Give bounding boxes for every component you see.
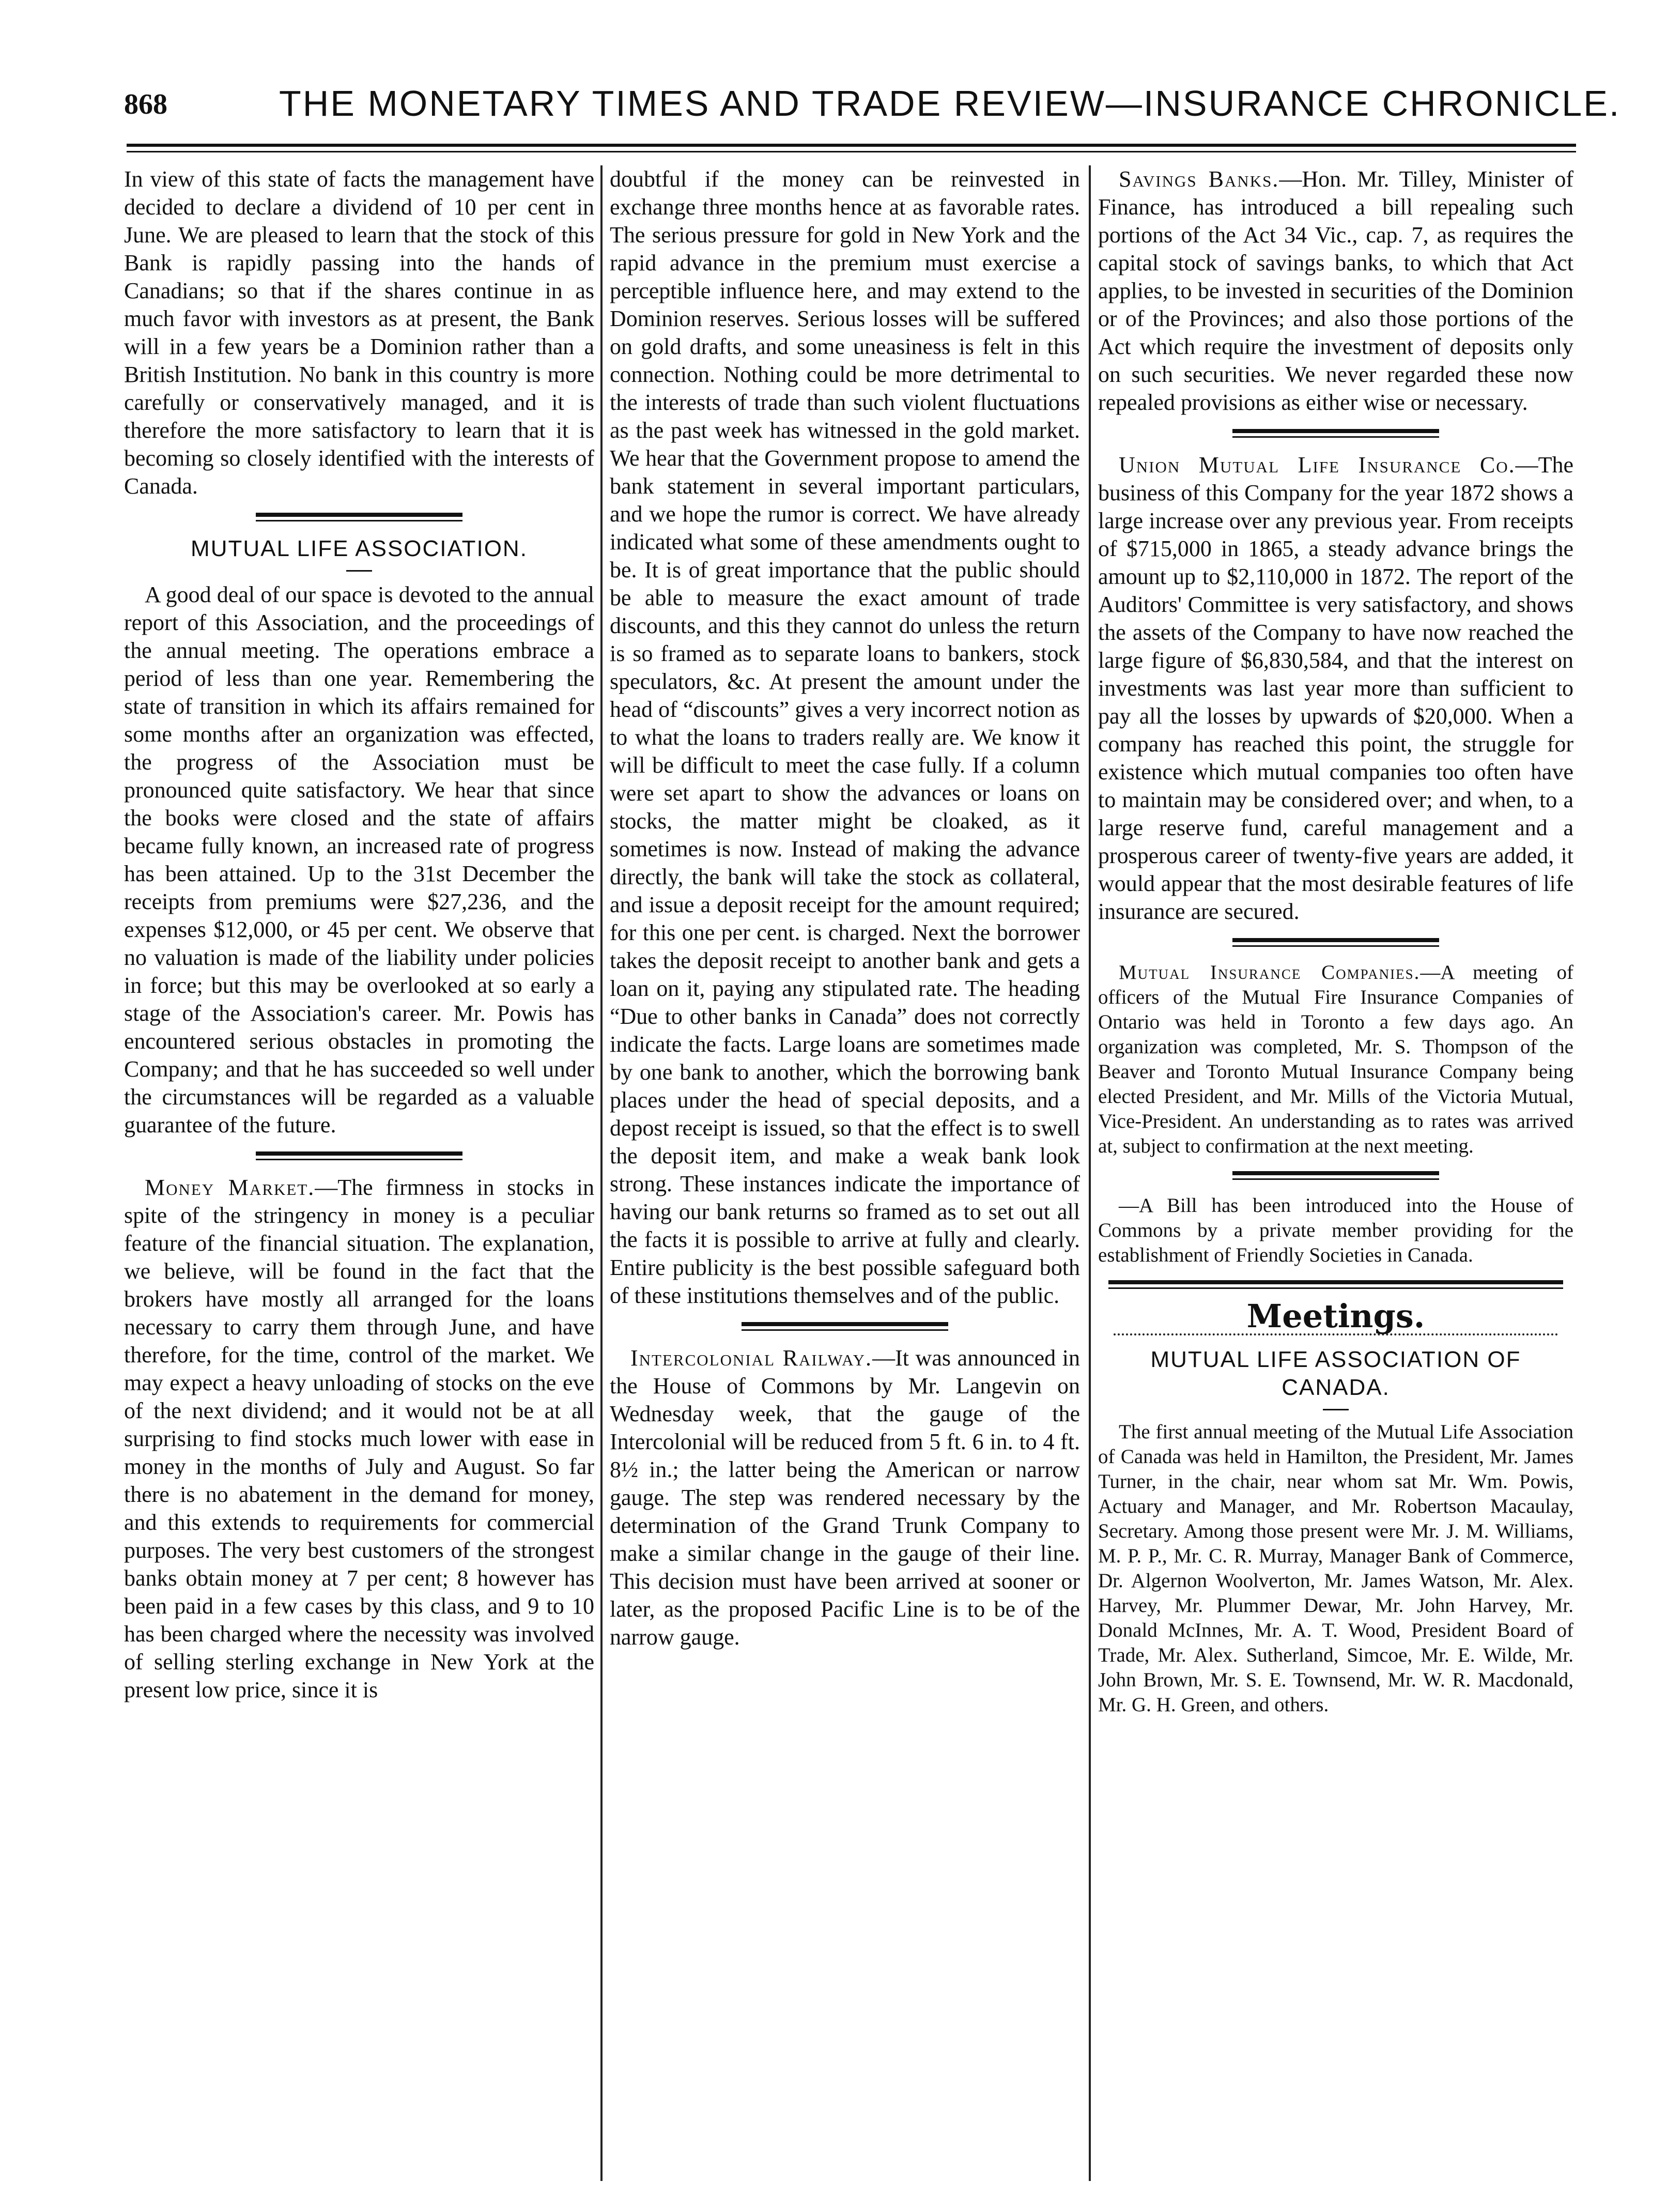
- intercolonial-body: —It was announced in the House of Commons by Mr. Langevin on Wednesday week, that the gauge of the Intercolonial will be reduced from 5 ft. 6 in. to 4 ft. 8½ in.; the latter being the American or narrow gauge. The step was rendered necessary by the determination of the Grand Trunk Company to make a similar change in the gauge of their line. This decision must have been arrived at sooner or later, as the proposed Pacific Line is to be of the narrow gauge.: [610, 1345, 1080, 1650]
- heading-rule: [346, 570, 372, 572]
- section-separator: [256, 1151, 462, 1160]
- section-separator: [256, 513, 462, 521]
- column-1: [124, 165, 594, 2181]
- savings-banks-body: —Hon. Mr. Tilley, Minister of Finance, has introduced a bill repealing such portions of the Act 34 Vic., cap. 7, as requires the capital stock of savings banks, to which that Act applies, to be invested in securities of the Dominion or of the Provinces; and also those portions of the Act which require the investment of deposits only on such securities. We never regarded these now repealed provisions as either wise or necessary.: [1098, 166, 1573, 415]
- section-separator: [1108, 1280, 1563, 1289]
- page-title: THE MONETARY TIMES AND TRADE REVIEW—INSURANCE CHRONICLE.: [279, 83, 1621, 124]
- column-2: [610, 165, 1080, 2181]
- section-separator: [742, 1322, 948, 1331]
- bank-dividend-paragraph: In view of this state of facts the management have decided to declare a dividend of 10 per cent in June. We are pleased to learn that the stock of this Bank is rapidly passing into the hands of Canadians; so that if the shares continue in as much favor with investors as at present, the Bank will in a few years be a Dominion rather than a British Institution. No bank in this country is more carefully or conservatively managed, and it is therefore the more satisfactory to learn that it is becoming so closely identified with the interests of Canada.: [124, 166, 594, 499]
- mutual-insurance-body: —A meeting of officers of the Mutual Fire Insurance Companies of Ontario was held in Toronto a few days ago. An organization was completed, Mr. S. Thompson of the Beaver and Toronto Mutual Insurance Company being elected President, and Mr. Mills of the Victoria Mutual, Vice-President. An understanding as to rates was arrived at, subject to confirmation at the next meeting.: [1098, 961, 1573, 1157]
- page-header: [124, 78, 1621, 134]
- column-divider: [1089, 165, 1091, 2181]
- section-separator: [1232, 1171, 1439, 1180]
- meeting-heading: MUTUAL LIFE ASSOCIATION OF CANADA.: [1150, 1347, 1521, 1400]
- money-market-paragraph: [124, 1174, 594, 1704]
- savings-banks-lead: Savings Banks.: [1119, 166, 1279, 192]
- union-mutual-lead: Union Mutual Life Insurance Co.: [1119, 452, 1516, 478]
- intercolonial-lead: Intercolonial Railway.: [630, 1345, 873, 1371]
- intercolonial-paragraph: [610, 1344, 1080, 1651]
- gold-pressure-paragraph: doubtful if the money can be reinvested in exchange three months hence at as favorable rates. The serious pressure for gold in New York and the rapid advance in the premium must exercise a perceptible influence here, and may extend to the Dominion reserves. Serious losses will be suffered on gold drafts, and some uneasiness is felt in this connection. Nothing could be more detrimental to the interests of trade than such violent fluctuations as the past week has witnessed in the gold market. We hear that the Government propose to amend the bank statement in several important particulars, and we hope the rumor is correct. We have already indicated what some of these amendments ought to be. It is of great importance that the public should be able to measure the exact amount of trade discounts, and this they cannot do unless the return is so framed as to separate loans to bankers, stock speculators, &c. At present the amount under the head of “discounts” gives a very incorrect notion as to what the loans to traders really are. We know it will be difficult to meet the case fully. If a column were set apart to show the advances or loans on stocks, the matter might be cloaked, as it sometimes is now. Instead of making the advance directly, the bank will take the stock as collateral, and issue a deposit receipt for the amount required; for this one per cent. is charged. Next the borrower takes the deposit receipt to another bank and gets a loan on it, paying any stipulated rate. The heading “Due to other banks in Canada” does not correctly indicate the facts. Large loans are sometimes made by one bank to another, which the borrowing bank places under the head of special deposits, and a depost receipt is issued, so that the effect is to swell the deposit item, and make a weak bank look strong. These instances indicate the importance of having our bank returns so framed as to set out all the facts it is possible to arrive at fully and clearly. Entire publicity is the best possible safeguard both of these institutions themselves and of the public.: [610, 166, 1080, 1308]
- mutual-insurance-lead: Mutual Insurance Companies.: [1119, 961, 1421, 984]
- header-rule: [127, 144, 1576, 147]
- column-divider: [600, 165, 603, 2181]
- section-separator: [1232, 429, 1439, 438]
- column-3: [1098, 165, 1573, 2181]
- meetings-title: Meetings.: [1246, 1297, 1425, 1335]
- mutual-insurance-paragraph: [1098, 960, 1573, 1159]
- savings-banks-paragraph: [1098, 165, 1573, 417]
- mutual-life-heading: MUTUAL LIFE ASSOCIATION.: [191, 536, 528, 561]
- mutual-life-paragraph: A good deal of our space is devoted to the annual report of this Association, and the proceedings of the annual meeting. The operations embrace a period of less than one year. Remembering the state of transition in which its affairs remained for some months after an organization was effected, the progress of the Association must be pronounced quite satisfactory. We hear that since the books were closed and the state of affairs became fully known, an increased rate of progress has been attained. Up to the 31st December the receipts from premiums were $27,236, and the expenses $12,000, or 45 per cent. We observe that no valuation is made of the liability under policies in force; but this may be overlooked at so early a stage of the Association's career. Mr. Powis has encountered serious obstacles in promoting the Company; and that he has succeeded so well under the circumstances will be regarded as a valuable guarantee of the future.: [124, 582, 594, 1138]
- money-market-body: —The firmness in stocks in spite of the stringency in money is a peculiar feature of the financial situation. The explanation, we believe, will be found in the fact that the brokers have mostly all arranged for the loans necessary to carry them through June, and have therefore, for the time, control of the market. We may expect a heavy unloading of stocks on the eve of the next dividend; and it would not be at all surprising to find stocks much lower with ease in money in the months of July and August. So far there is no abatement in the demand for money, and this extends to requirements for commercial purposes. The very best customers of the strongest banks obtain money at 7 per cent; 8 however has been paid in a few cases by this class, and 9 to 10 has been charged where the necessity was involved of selling sterling exchange in New York at the present low price, since it is: [124, 1175, 594, 1702]
- union-mutual-paragraph: [1098, 451, 1573, 926]
- section-separator: [1232, 938, 1439, 947]
- page-number: 868: [124, 88, 167, 120]
- meeting-paragraph: The first annual meeting of the Mutual Life Association of Canada was held in Hamilton, the President, Mr. James Turner, in the chair, near whom sat Mr. Wm. Powis, Actuary and Manager, and Mr. Robertson Macaulay, Secretary. Among those present were Mr. J. M. Williams, M. P. P., Mr. C. R. Murray, Manager Bank of Commerce, Dr. Algernon Woolverton, Mr. James Watson, Mr. Alex. Harvey, Mr. Plummer Dewar, Mr. John Harvey, Mr. Donald McInnes, Mr. A. T. Wood, President Board of Trade, Mr. Alex. Sutherland, Simcoe, Mr. E. Wilde, Mr. John Brown, Mr. S. E. Townsend, Mr. W. R. Macdonald, Mr. G. H. Green, and others.: [1098, 1421, 1573, 1716]
- union-mutual-body: —The business of this Company for the year 1872 shows a large increase over any previous year. From receipts of $715,000 in 1865, a steady advance brings the amount up to $2,110,000 in 1872. The report of the Auditors' Committee is very satisfactory, and shows the assets of the Company to have now reached the large figure of $6,830,584, and that the interest on investments was last year more than sufficient to pay all the losses by upwards of $20,000. When a company has reached this point, the struggle for existence which mutual companies too often have to maintain may be considered over; and when, to a large reserve fund, careful management and a prosperous career of twenty-five years are added, it would appear that the most desirable features of life insurance are secured.: [1098, 452, 1573, 924]
- friendly-societies-paragraph: —A Bill has been introduced into the House of Commons by a private member providing for the establishment of Friendly Societies in Canada.: [1098, 1194, 1573, 1266]
- money-market-lead: Money Market.: [145, 1175, 315, 1200]
- header-rule-thin: [127, 151, 1576, 152]
- heading-rule: [1323, 1409, 1349, 1410]
